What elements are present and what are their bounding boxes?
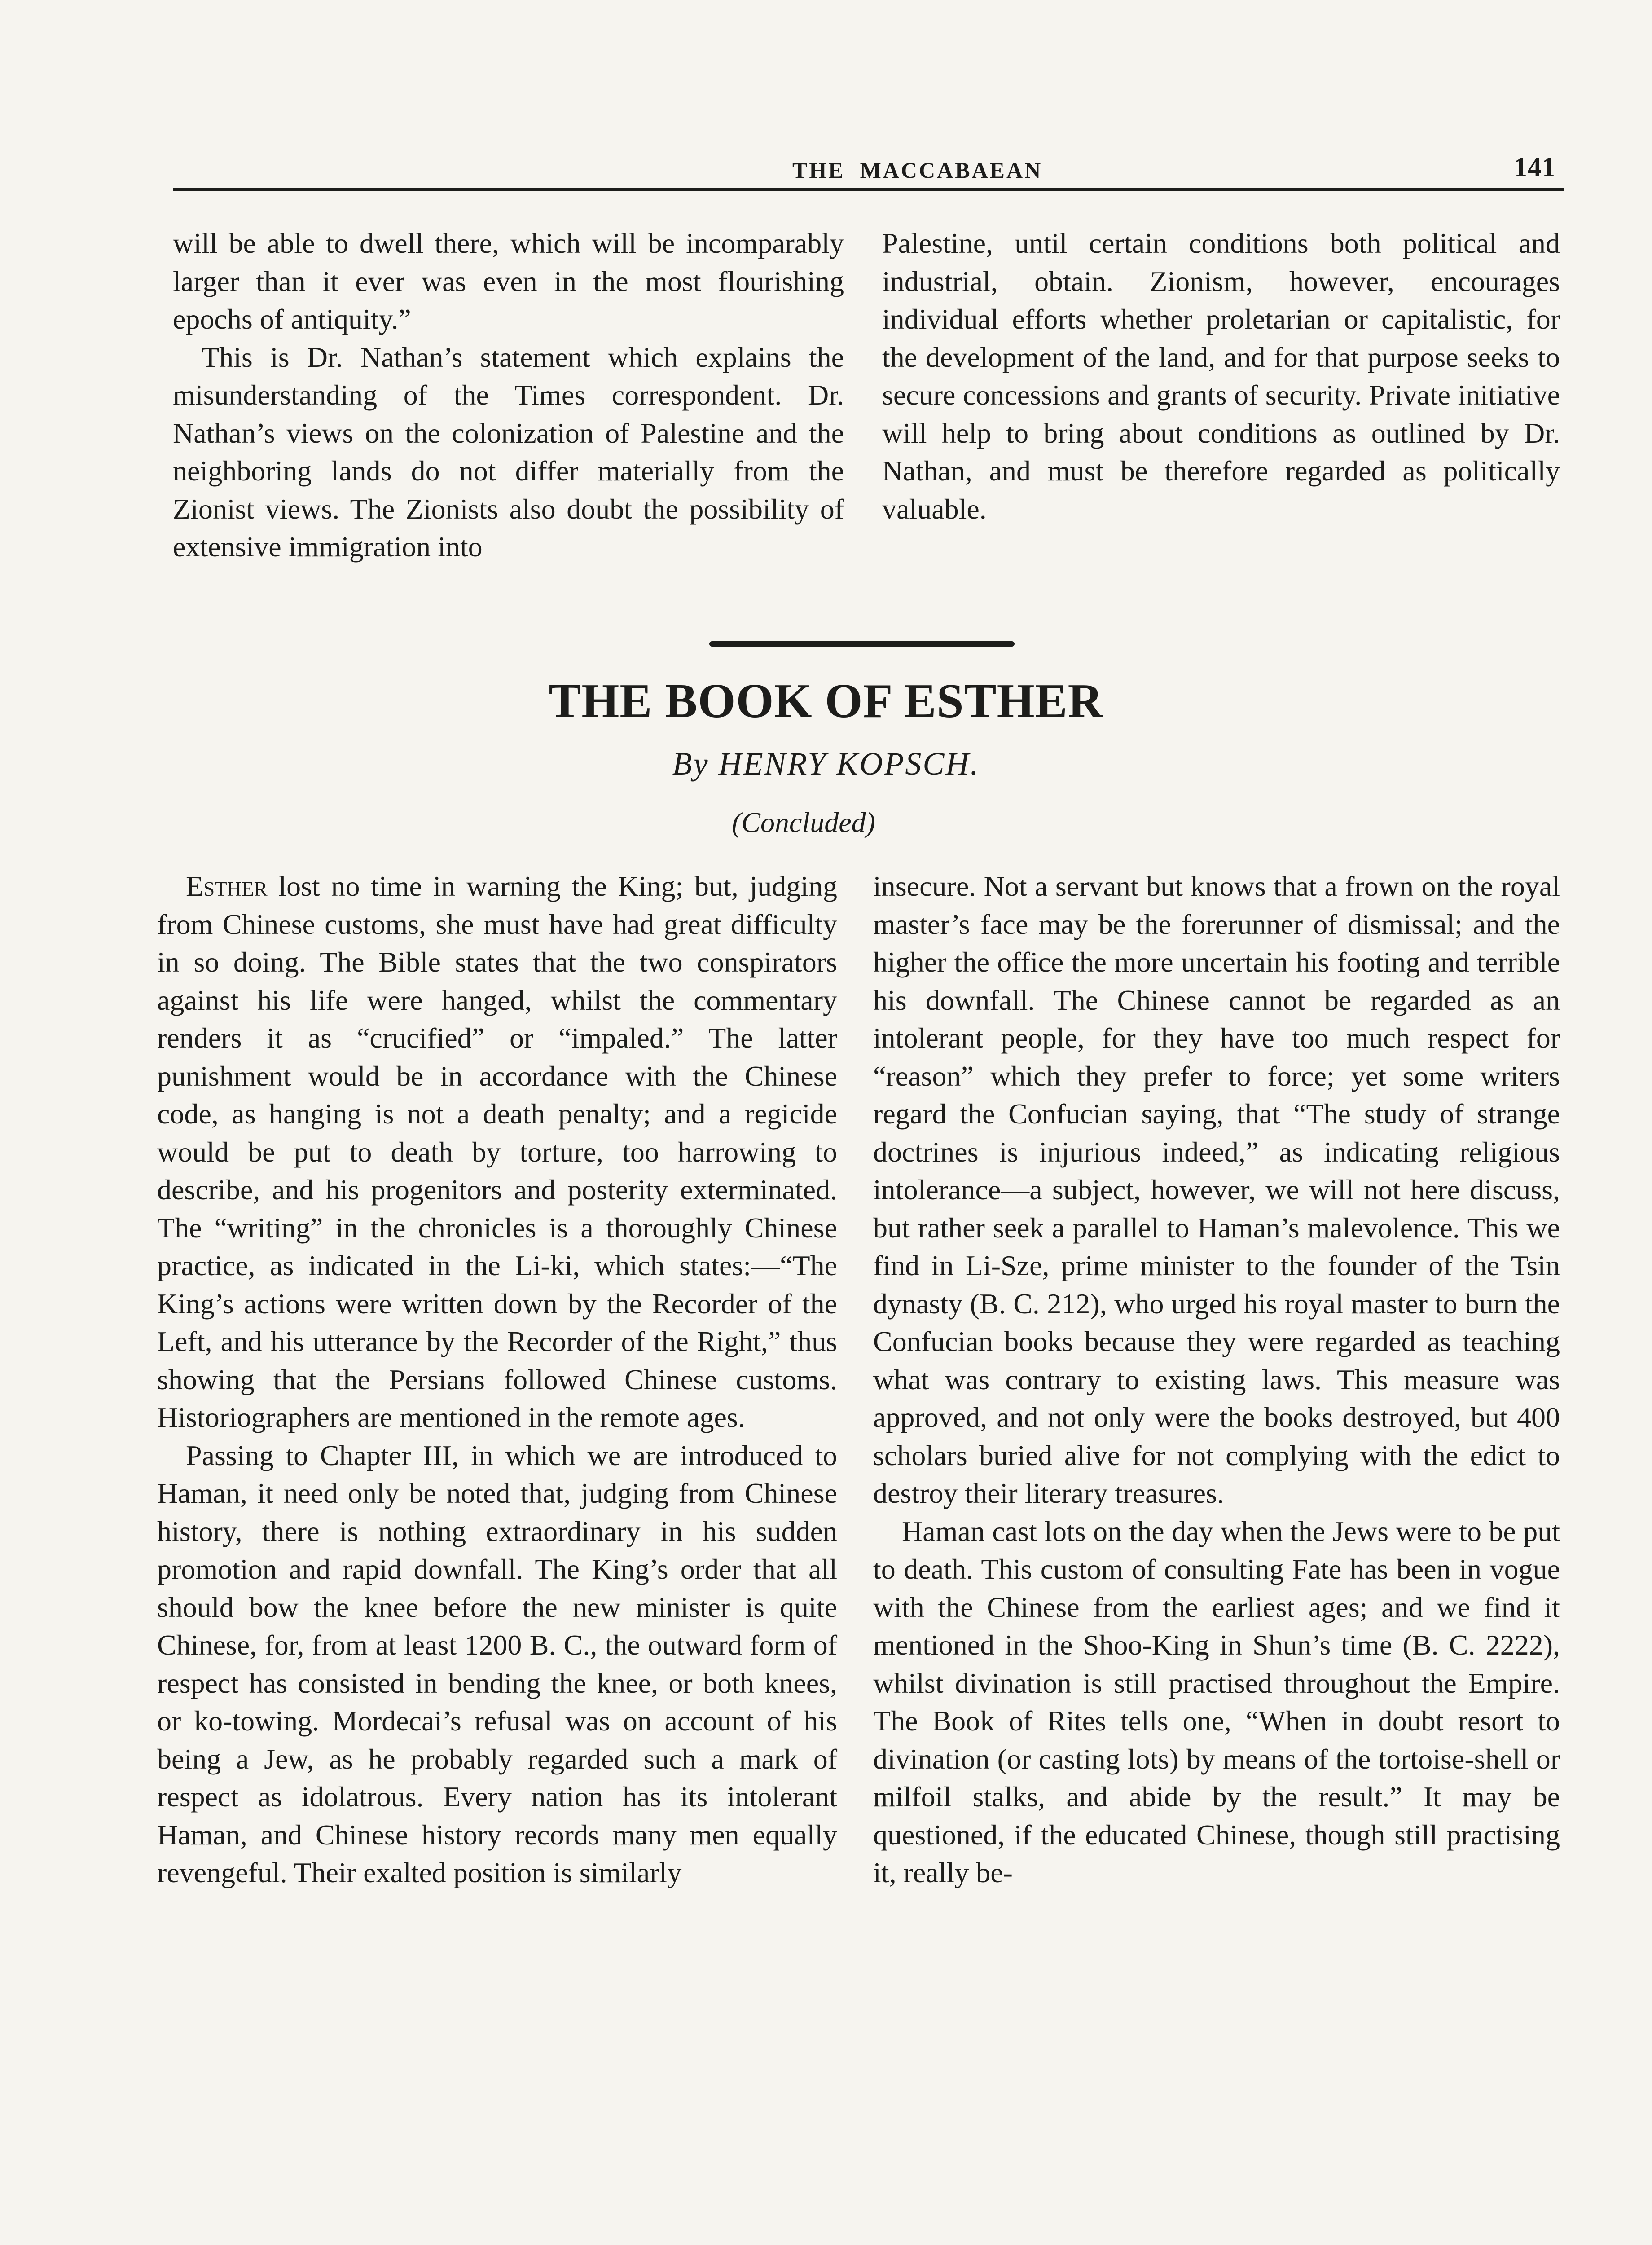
header-rule <box>173 188 1564 191</box>
paragraph <box>157 867 837 1437</box>
article-title: THE BOOK OF ESTHER <box>549 674 1103 728</box>
preceding-article-left-column <box>173 224 844 566</box>
preceding-article-right-column <box>882 224 1560 528</box>
journal-title: THE MACCABAEAN <box>792 158 1043 183</box>
paragraph: Haman cast lots on the day when the Jews were to be put to death. This custom of consulting Fate has been in vogue with the Chinese from the earliest ages; and we find it mentioned in the Shoo-King in Shun’s time (B. C. 2222), whilst divination is still practised throughout the Empire. The Book of Rites tells one, “When in doubt resort to divination (or casting lots) by means of the tortoise-shell or milfoil stalks, and abide by the result.” It may be questioned, if the educated Chinese, though still practising it, really be- <box>873 1515 1560 1888</box>
section-divider <box>709 641 1015 647</box>
article-right-column <box>873 867 1560 1892</box>
article-left-column <box>157 867 837 1892</box>
paragraph-text: lost no time in warning the King; but, judging from Chinese customs, she must have had great difficulty in so doing. The Bible states that the two conspirators against his life were hanged, whilst the commentary renders it as “crucified” or “impaled.” The latter punishment would be in accordance with the Chinese code, as hanging is not a death penalty; and a regicide would be put to death by torture, too harrowing to describe, and his progenitors and posterity exterminated. The “writing” in the chronicles is a thoroughly Chinese practice, as indicated in the Li-ki, which states:—“The King’s actions were written down by the Recorder of the Left, and his utterance by the Recorder of the Right,” thus showing that the Persians followed Chinese customs. Historiographers are mentioned in the remote ages. <box>157 870 837 1433</box>
paragraph: insecure. Not a servant but knows that a frown on the royal master’s face may be the forerunner of dismissal; and the higher the office the more uncertain his footing and terrible his downfall. The Chinese cannot be regarded as an intolerant people, for they have too much respect for “reason” which they prefer to force; yet some writers regard the Confucian saying, that “The study of strange doctrines is injurious indeed,” as indicating religious intolerance—a subject, however, we will not here discuss, but rather seek a parallel to Haman’s malevolence. This we find in Li-Sze, prime minister to the founder of the Tsin dynasty (B. C. 212), who urged his royal master to burn the Confucian books because they were regarded as teaching what was contrary to existing laws. This measure was approved, and not only were the books destroyed, but 400 scholars buried alive for not complying with the edict to destroy their literary treasures. <box>873 870 1560 1509</box>
article-status: (Concluded) <box>732 806 875 838</box>
paragraph: will be able to dwell there, which will be incomparably larger than it ever was even in the most flourishing epochs of antiquity.” <box>173 227 844 335</box>
lead-word: Esther <box>186 870 268 902</box>
article-byline: By HENRY KOPSCH. <box>672 746 980 782</box>
running-header <box>173 148 1564 189</box>
paragraph: Passing to Chapter III, in which we are introduced to Haman, it need only be noted that, judging from Chinese history, there is nothing extraordinary in his sudden promotion and rapid downfall. The King’s order that all should bow the knee before the new minister is quite Chinese, for, from at least 1200 B. C., the outward form of respect has consisted in bending the knee, or both knees, or ko-towing. Mordecai’s refusal was on account of his being a Jew, as he probably regarded such a mark of respect as idolatrous. Every nation has its intolerant Haman, and Chinese history records many men equally revengeful. Their exalted position is similarly <box>157 1439 837 1888</box>
paragraph: Palestine, until certain conditions both political and industrial, obtain. Zionism, however, encourages individual efforts whether proletarian or capitalistic, for the development of the land, and for that purpose seeks to secure concessions and grants of security. Private initiative will help to bring about conditions as outlined by Dr. Nathan, and must be therefore regarded as politically valuable. <box>882 227 1560 525</box>
page-number: 141 <box>1514 152 1555 183</box>
paragraph: This is Dr. Nathan’s statement which explains the misunderstanding of the Times correspondent. Dr. Nathan’s views on the colonization of Palestine and the neighboring lands do not differ materially from the Zionist views. The Zionists also doubt the possibility of extensive immigration into <box>173 341 844 563</box>
